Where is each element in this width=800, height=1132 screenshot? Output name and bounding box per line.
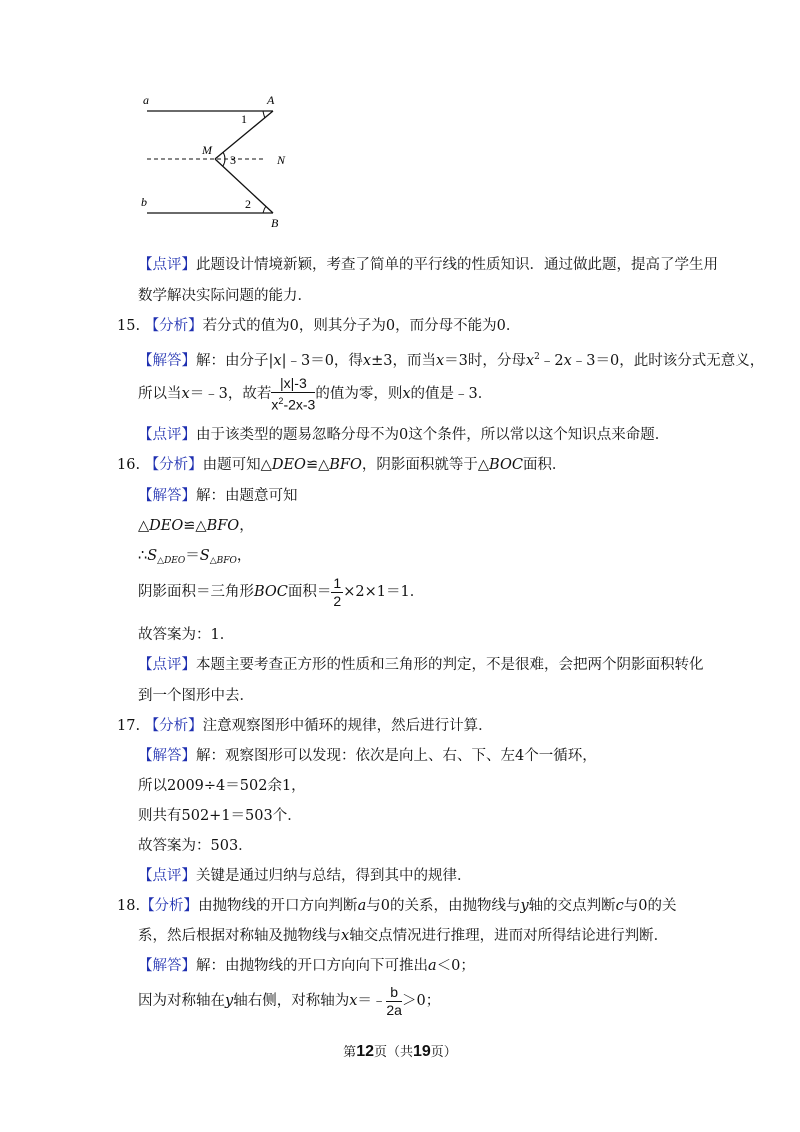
var-x: x <box>525 352 535 369</box>
text: ×2×1＝1． <box>343 584 425 600</box>
text: 第 <box>343 1045 357 1060</box>
text: 到一个图形中去． <box>138 688 254 704</box>
label-b: b <box>141 195 147 209</box>
text: 页） <box>430 1045 457 1060</box>
text: x <box>271 396 279 413</box>
label-1: 1 <box>241 112 247 126</box>
text: 本题主要考查正方形的性质和三角形的判定，不是很难，会把两个阴影面积转化 <box>196 657 704 673</box>
var: BOC <box>489 457 523 473</box>
var: DEO <box>271 457 306 473</box>
text: 与0的关 <box>623 898 677 914</box>
fraction <box>271 375 315 414</box>
text: 所以2009÷4＝502余1， <box>138 778 306 794</box>
analysis-tag: 【分析】 <box>144 457 203 473</box>
q18-analysis-line2 <box>138 926 668 946</box>
text: 的值为零，则 <box>315 386 403 402</box>
text: 轴交点情况进行推理，进而对所得结论进行判断． <box>349 928 669 944</box>
label-3: 3 <box>230 153 236 167</box>
text: ≌△ <box>183 518 207 534</box>
subscript: △BFO <box>209 556 237 566</box>
text: 故答案为：503． <box>138 838 253 854</box>
solution-tag: 【解答】 <box>138 352 196 369</box>
text: 阴影面积＝三角形 <box>138 584 254 600</box>
q16-solution-intro <box>138 486 298 506</box>
comment-tag: 【点评】 <box>138 427 196 443</box>
text: 轴的交点判断 <box>528 898 616 914</box>
q17-solution-line1 <box>138 746 597 766</box>
denominator <box>271 393 315 414</box>
var-y: y <box>225 993 234 1009</box>
text: ﹣2 <box>539 352 564 369</box>
text: ∴ <box>138 548 148 564</box>
text: ＞0； <box>401 993 441 1009</box>
text: 与0的关系，由抛物线与 <box>366 898 521 914</box>
var-x: x <box>273 352 282 369</box>
q16-line2 <box>138 516 254 536</box>
text: 系，然后根据对称轴及抛物线与 <box>138 928 341 944</box>
text: ±3，而当 <box>371 352 436 369</box>
page-footer <box>0 1041 800 1061</box>
subscript: △DEO <box>157 556 186 566</box>
comment-tag: 【点评】 <box>138 657 196 673</box>
q16-comment-line1 <box>138 655 704 675</box>
exponent: 2 <box>534 352 540 362</box>
text: 解：由题意可知 <box>196 488 298 504</box>
exponent: 2 <box>278 395 284 406</box>
label-N: N <box>277 153 286 167</box>
q16-line4 <box>138 571 424 613</box>
label-B: B <box>271 216 279 230</box>
label-a: a <box>143 93 149 107</box>
angle-1-arc <box>263 111 265 118</box>
analysis-tag: 【分析】 <box>140 898 199 914</box>
parallel-lines-figure <box>135 88 310 233</box>
text: 所以当 <box>138 386 182 402</box>
page-number: 12 <box>356 1043 374 1060</box>
q17-analysis <box>117 716 493 736</box>
label-A: A <box>267 93 275 107</box>
var: BFO <box>329 457 362 473</box>
segment-mb <box>215 159 273 213</box>
var-x: x <box>402 386 411 402</box>
text: 由题可知△ <box>202 457 272 473</box>
total-pages: 19 <box>413 1043 431 1060</box>
q17-solution-line3 <box>138 806 302 826</box>
q15-solution-line1 <box>138 347 764 371</box>
var-a: a <box>357 898 367 914</box>
q14-comment-text2: 数学解决实际问题的能力． <box>138 288 312 304</box>
question-number: 17. <box>117 718 141 734</box>
q15-solution-line2 <box>138 372 492 416</box>
text: ＝﹣ <box>357 993 387 1009</box>
var-c: c <box>615 898 624 914</box>
numerator: b <box>386 984 402 1002</box>
q15-analysis-text: 若分式的值为0，则其分子为0，而分母不能为0． <box>202 318 521 334</box>
text: ＝﹣3，故若 <box>189 386 272 402</box>
q17-comment <box>138 866 472 886</box>
denominator: 2a <box>386 1001 402 1018</box>
q14-comment-text: 此题设计情境新颖，考查了简单的平行线的性质知识．通过做此题，提高了学生用 <box>196 257 718 273</box>
text: 关键是通过归纳与总结，得到其中的规律． <box>196 868 472 884</box>
text: △ <box>138 518 150 534</box>
text: 因为对称轴在 <box>138 993 225 1009</box>
text: -2x-3 <box>283 396 316 413</box>
q17-answer <box>138 836 253 856</box>
text: ＝3时，分母 <box>444 352 526 369</box>
var-x: x <box>362 352 372 369</box>
text: |﹣3＝0，得 <box>281 352 363 369</box>
var-s: S <box>147 548 158 564</box>
var-y: y <box>520 898 529 914</box>
analysis-tag: 【分析】 <box>144 718 203 734</box>
text: ≌△ <box>305 457 330 473</box>
text: ，阴影面积就等于△ <box>361 457 490 473</box>
text: 解：由分子| <box>196 352 274 369</box>
label-2: 2 <box>245 197 251 211</box>
var-a: a <box>428 958 437 974</box>
q14-comment-line1 <box>138 255 718 275</box>
q17-solution-line2 <box>138 776 306 796</box>
q15-analysis <box>117 316 520 336</box>
question-number: 18. <box>117 898 141 914</box>
q18-solution-line2 <box>138 980 440 1022</box>
solution-tag: 【解答】 <box>138 488 196 504</box>
q18-solution-line1 <box>138 956 475 976</box>
q16-analysis <box>117 455 566 475</box>
q16-line3 <box>138 546 251 571</box>
q16-answer <box>138 625 234 645</box>
text: 的值是﹣3． <box>410 386 493 402</box>
text: ， <box>236 548 252 564</box>
denominator: 2 <box>333 592 342 609</box>
text: 故答案为：1． <box>138 627 235 643</box>
var-s: S <box>199 548 210 564</box>
fraction <box>331 575 343 610</box>
text: 轴右侧，对称轴为 <box>233 993 350 1009</box>
text: 解：由抛物线的开口方向向下可推出 <box>196 958 428 974</box>
solution-tag: 【解答】 <box>138 958 196 974</box>
text: 面积． <box>522 457 567 473</box>
text: 由抛物线的开口方向判断 <box>198 898 358 914</box>
text: ， <box>239 518 254 534</box>
text: ＜0； <box>436 958 475 974</box>
question-number: 16. <box>117 457 141 473</box>
var-x: x <box>435 352 445 369</box>
fraction <box>386 984 402 1019</box>
var-x: x <box>349 993 358 1009</box>
numerator: |x|-3 <box>271 375 315 393</box>
q18-analysis-line1 <box>117 896 677 916</box>
text: ＝ <box>185 548 200 564</box>
solution-tag: 【解答】 <box>138 748 196 764</box>
var: DEO <box>149 518 184 534</box>
question-number: 15. <box>117 318 141 334</box>
text: 注意观察图形中循环的规律，然后进行计算． <box>202 718 493 734</box>
var-x: x <box>181 386 190 402</box>
q16-comment-line2 <box>138 686 254 706</box>
q15-comment-text: 由于该类型的题易忽略分母不为0这个条件，所以常以这个知识点来命题． <box>196 427 670 443</box>
comment-tag: 【点评】 <box>138 868 196 884</box>
text: 面积＝ <box>287 584 332 600</box>
numerator: 1 <box>333 574 342 591</box>
comment-tag: 【点评】 <box>138 257 196 273</box>
q15-comment <box>138 425 669 445</box>
var-x: x <box>563 352 572 369</box>
var-x: x <box>341 928 350 944</box>
text: 则共有502+1＝503个． <box>138 808 302 824</box>
text: 页（共 <box>373 1045 413 1060</box>
text: ﹣3＝0，此时该分式无意义， <box>571 352 765 369</box>
angle-2-arc <box>263 206 266 213</box>
label-M: M <box>202 143 212 157</box>
analysis-tag: 【分析】 <box>144 318 203 334</box>
text: 解：观察图形可以发现：依次是向上、右、下、左4个一循环， <box>196 748 597 764</box>
var: BOC <box>254 584 288 600</box>
var: BFO <box>206 518 240 534</box>
q14-comment-line2 <box>138 286 312 306</box>
